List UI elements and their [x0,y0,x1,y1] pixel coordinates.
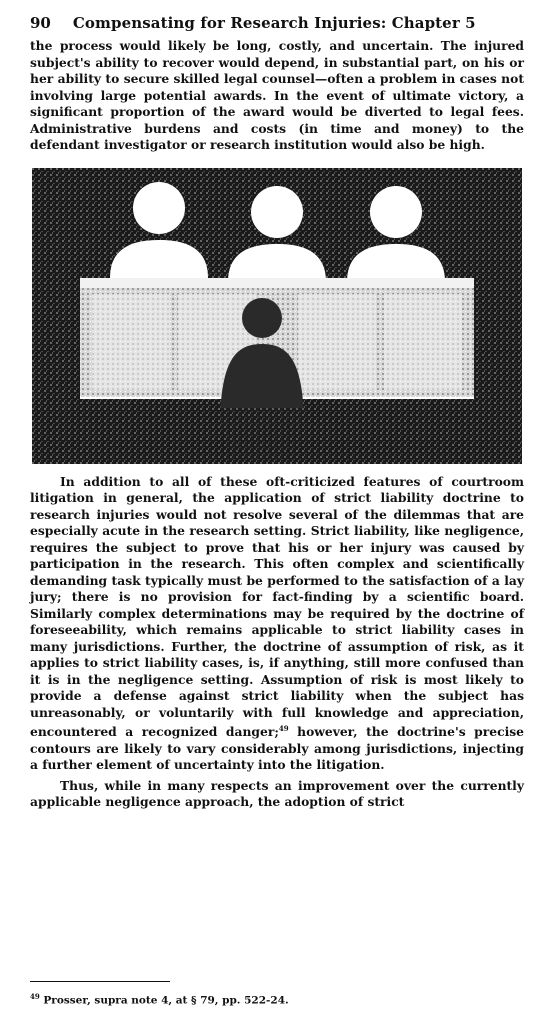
footnote-reference[interactable]: 49 [278,724,289,733]
footnote [30,990,289,1008]
paragraph-2: In addition to all of these oft-criticized features of courtroom litigation in general, the application of strict liability doctrine to research injuries would not resolve several of the dilemmas that are especially acute in the research setting. Strict liability, like negligence, requires the subject to prove that his or her injury was caused by participation in the research. This often complex and scientifically demanding task typically must be performed to the satisfaction of a lay jury; there is no provision for fact-finding by a scientific board. Similarly complex determinations may be required by the doctrine of foreseeability, which remains applicable to strict liability cases in many jurisdictions. Further, the doctrine of assumption of risk, as it applies to strict liability cases, is, if anything, still more confused than it is in the negligence setting. Assumption of risk is most likely to provide a defense against strict liability when the subject has unreasonably, or voluntarily with full knowledge and appreciation, encountered a recognized danger;$^{49}$ however, the doctrine's precise contours are likely to vary considerably among jurisdictions, injecting a further element of uncertainty into the litigation. [30,473,524,773]
paragraph-1: the process would likely be long, costly, and uncertain. The injured subject's ability to recover would depend, in substantial part, on his or her ability to secure skilled legal counsel—often a problem in cases not involving large potential awards. In the event of ultimate victory, a significant proportion of the award would be diverted to legal fees. Administrative burdens and costs (in time and money) to the defendant investigator or research institution would also be high. [30,38,524,152]
floor-texture [32,408,522,464]
footnote-text: Prosser, supra note 4, at § 79, pp. 522-24. [39,994,289,1007]
footnote-rule [30,981,170,982]
running-title: Compensating for Research Injuries: Chapter 5 [72,14,476,32]
page-number: 90 [30,14,51,32]
page [30,14,524,811]
courtroom-illustration [32,168,522,464]
running-header [30,14,524,32]
paragraph-3: Thus, while in many respects an improvement over the currently applicable negligence approach, the adoption of strict [30,777,524,810]
footnote-marker: 49 [30,992,40,1001]
courtroom-svg [32,168,522,464]
